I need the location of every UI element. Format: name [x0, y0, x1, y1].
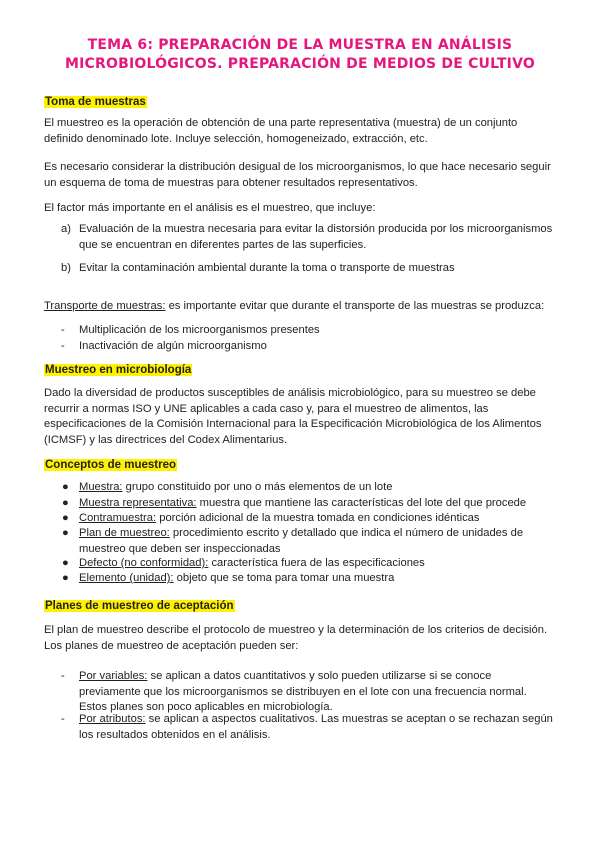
title-line-1: TEMA 6: PREPARACIÓN DE LA MUESTRA EN ANÁLISIS	[87, 37, 513, 53]
heading-planes-de-muestreo: Planes de muestreo de aceptación	[45, 600, 234, 612]
paragraph-transporte	[44, 299, 559, 315]
paragraph-factor: El factor más importante en el análisis es el muestreo, que incluye:	[44, 202, 376, 214]
list-item: Inactivación de algún microorganismo	[79, 340, 267, 352]
bullet-icon: ●	[62, 557, 69, 569]
list-item: Multiplicación de los microorganismos presentes	[79, 324, 320, 336]
list-item: Contramuestra: porción adicional de la muestra tomada en condiciones idénticas	[79, 512, 480, 524]
document-title	[30, 36, 570, 74]
list-item: Por variables: se aplican a datos cuantitativos y solo pueden utilizarse si se conoce previamente que los microorganismos se distribuyen en el lote con una frecuencia normal. Estos planes son poco aplicables en microbiología.	[79, 670, 527, 713]
bullet-icon: ●	[62, 527, 69, 539]
list-marker: a)	[61, 223, 71, 235]
list-item: Evaluación de la muestra necesaria para evitar la distorsión producida por los microorganismos que se encuentran en diferentes partes de las superficies.	[79, 223, 553, 251]
list-item: Evitar la contaminación ambiental durante la toma o transporte de muestras	[79, 262, 455, 274]
list-item: Muestra: grupo constituido por uno o más elementos de un lote	[79, 481, 393, 493]
list-marker: -	[61, 713, 65, 725]
bullet-icon: ●	[62, 497, 69, 509]
heading-muestreo-en-microbiologia: Muestreo en microbiología	[45, 364, 192, 376]
heading-conceptos-de-muestreo: Conceptos de muestreo	[45, 459, 176, 471]
paragraph-plan-de-muestreo: El plan de muestreo describe el protocolo de muestreo y la determinación de los criterios de decisión. Los planes de muestreo de aceptación pueden ser:	[44, 624, 548, 652]
list-item: Elemento (unidad): objeto que se toma para tomar una muestra	[79, 572, 395, 584]
transport-text: es importante evitar que durante el transporte de las muestras se produzca:	[165, 300, 545, 312]
list-marker: -	[61, 324, 65, 336]
list-item: Por atributos: se aplican a aspectos cualitativos. Las muestras se aceptan o se rechazan según los resultados obtenidos en el análisis.	[79, 713, 553, 741]
paragraph-diversidad: Dado la diversidad de productos susceptibles de análisis microbiológico, para su muestreo se debe recurrir a normas ISO y UNE aplicables a cada caso y, para el muestreo de alimentos, las especificaciones de la Comisión Internacional para la Especificación Microbiológica de los Alimentos (ICMSF) y las directrices del Codex Alimentarius.	[44, 387, 542, 446]
bullet-icon: ●	[62, 512, 69, 524]
list-marker: b)	[61, 262, 71, 274]
bullet-icon: ●	[62, 572, 69, 584]
list-marker: -	[61, 340, 65, 352]
list-marker: -	[61, 670, 65, 682]
title-line-2: MICROBIOLÓGICOS. PREPARACIÓN DE MEDIOS DE CULTIVO	[65, 56, 535, 72]
list-item: Muestra representativa: muestra que mantiene las características del lote del que procede	[79, 497, 527, 509]
list-item: Defecto (no conformidad): característica fuera de las especificaciones	[79, 557, 425, 569]
paragraph-muestreo-definition: El muestreo es la operación de obtención de una parte representativa (muestra) de un conjunto definido denominado lote. Incluye selección, homogeneizado, extracción, etc.	[44, 117, 518, 145]
list-item: Plan de muestreo: procedimiento escrito y detallado que indica el número de unidades de muestreo que deben ser inspeccionadas	[79, 527, 524, 555]
transport-term: Transporte de muestras:	[44, 300, 166, 312]
bullet-icon: ●	[62, 481, 69, 493]
heading-toma-de-muestras: Toma de muestras	[45, 96, 146, 108]
paragraph-distribucion: Es necesario considerar la distribución desigual de los microorganismos, lo que hace necesario seguir un esquema de toma de muestras para obtener resultados representativos.	[44, 161, 551, 189]
